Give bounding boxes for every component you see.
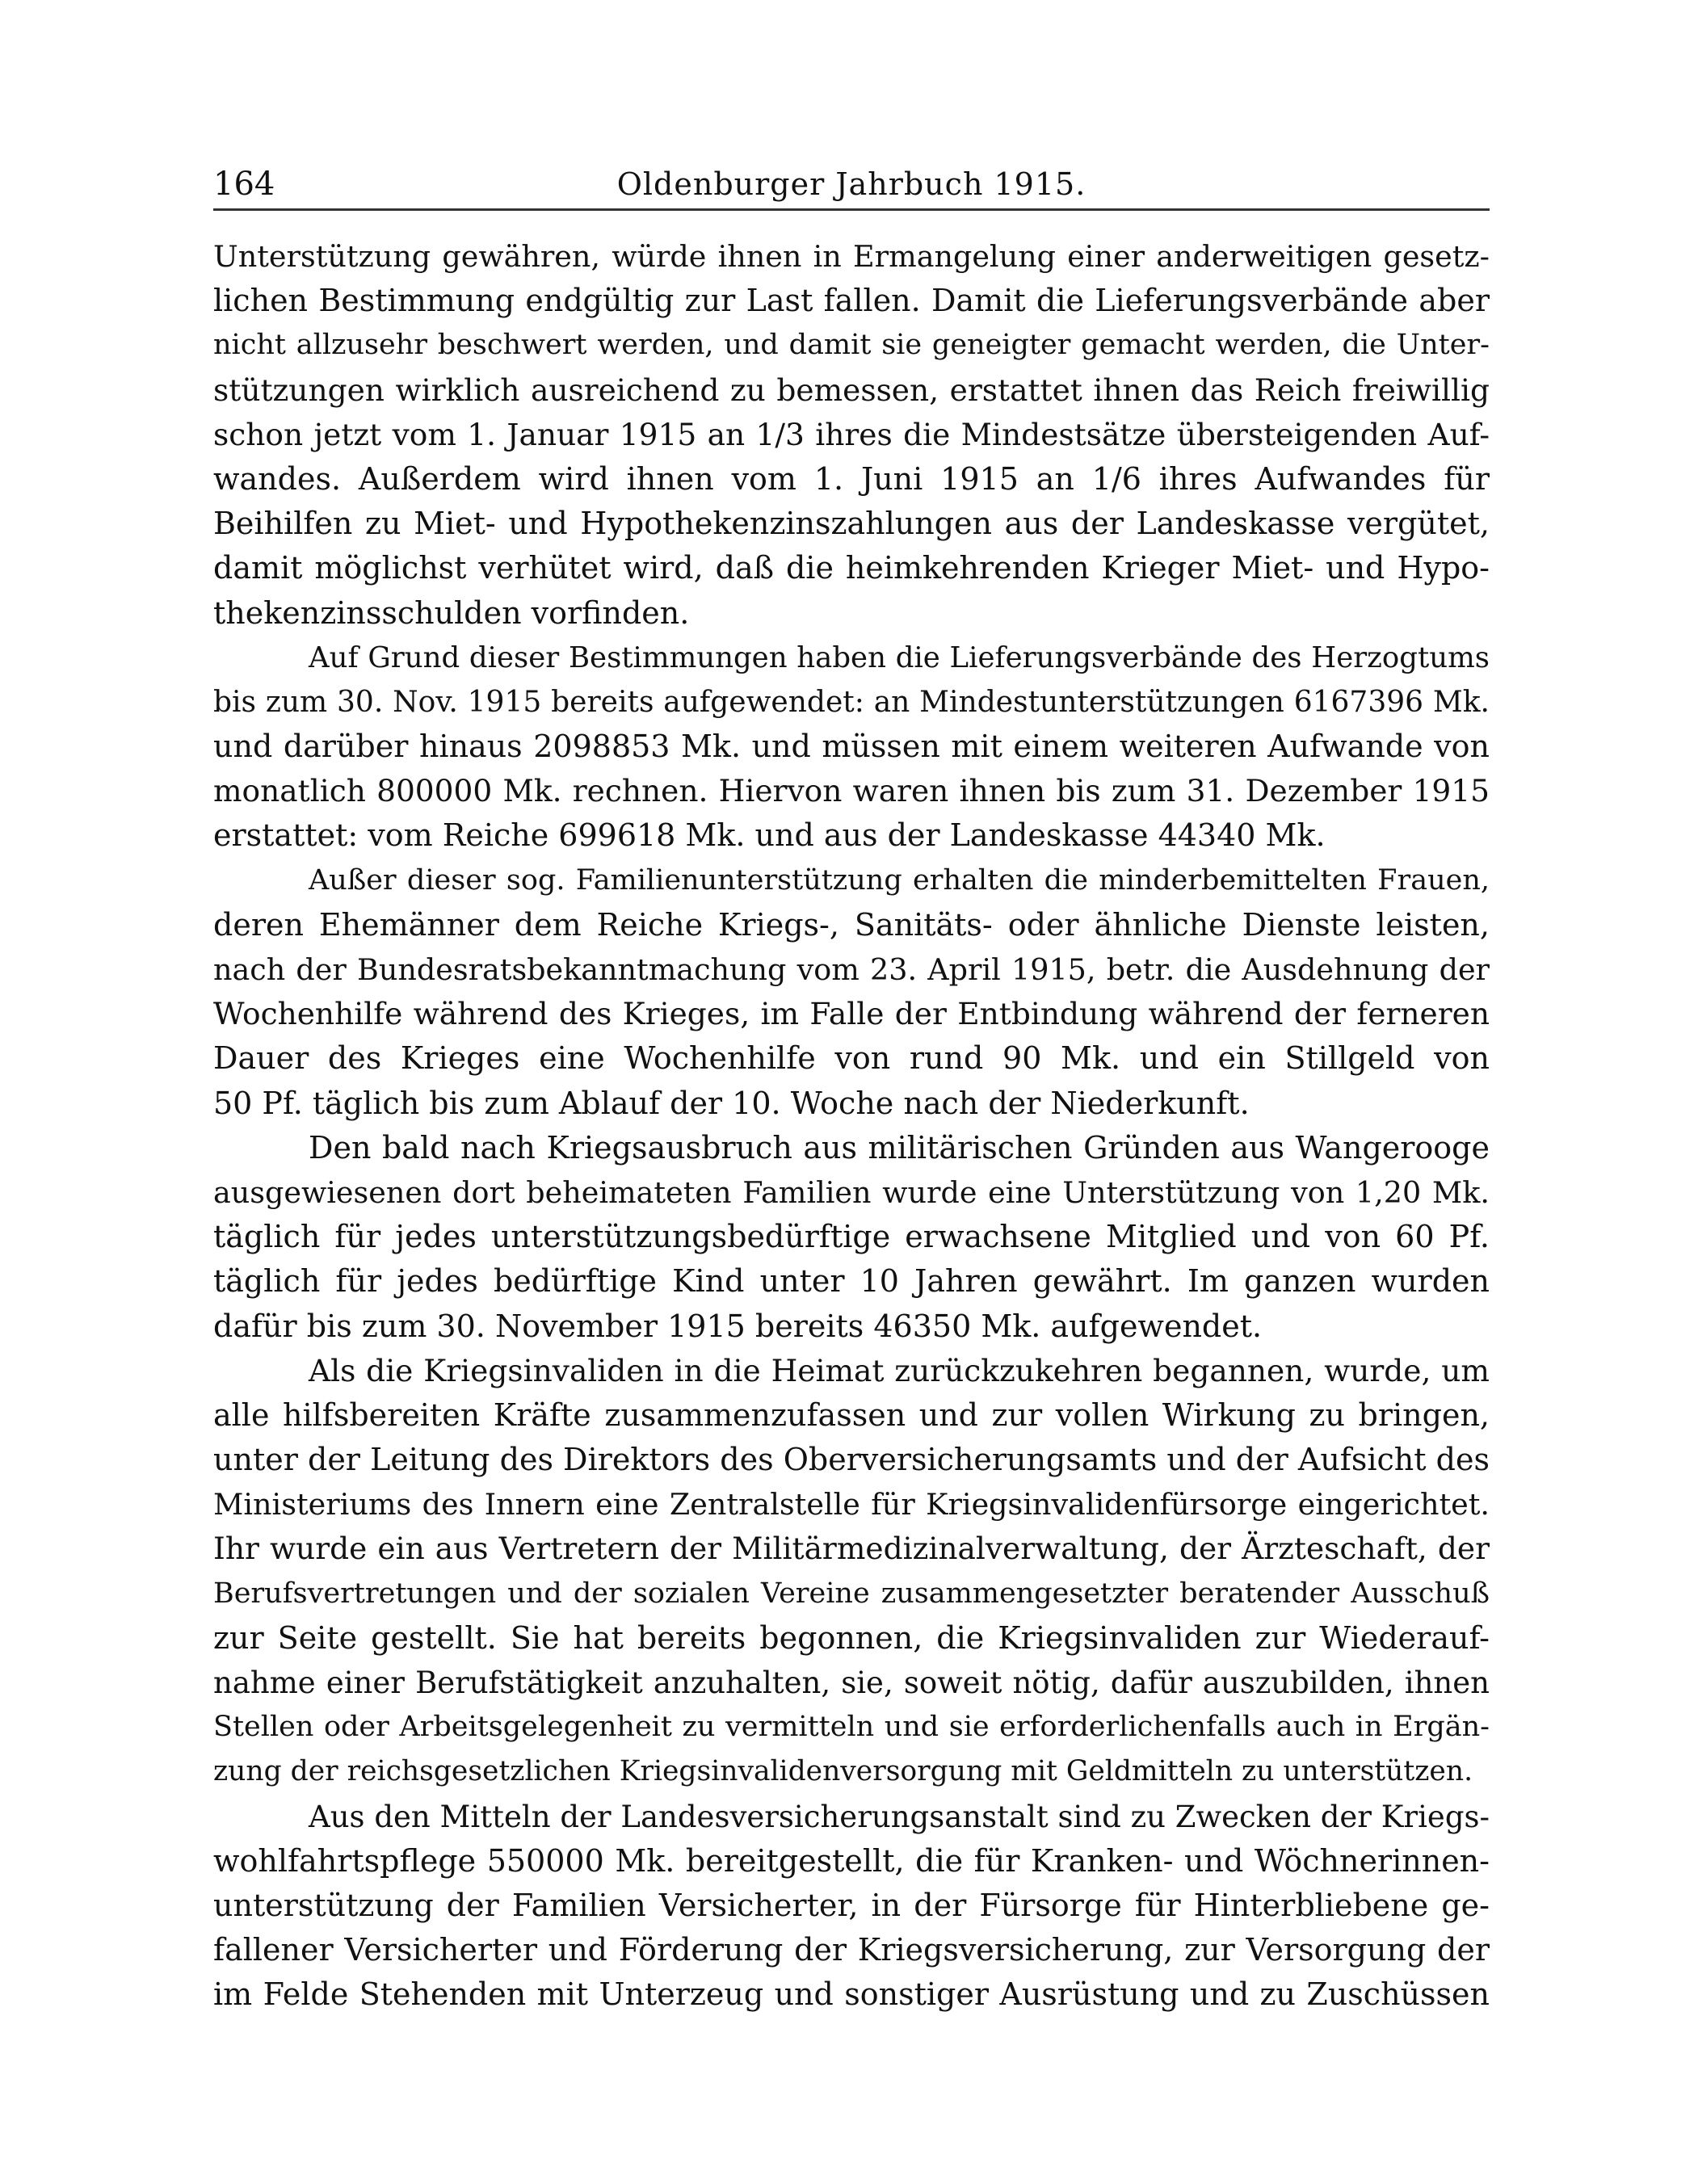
text-line: Auf Grund dieser Bestimmungen haben die Lieferungsverbände des Herzogtums: [309, 640, 1490, 674]
text-line: im Felde Stehenden mit Unterzeug und sonstiger Ausrüstung und zu Zuschüssen: [213, 1976, 1490, 2013]
text-line: Beihilfen zu Miet- und Hypothekenzinszahlungen aus der Landeskasse vergütet,: [213, 506, 1490, 542]
header-rule: [213, 208, 1490, 211]
text-line: erstattet: vom Reiche 699618 Mk. und aus der Landeskasse 44340 Mk.: [213, 817, 1326, 854]
text-line: Als die Kriegsinvaliden in die Heimat zurückzukehren begannen, wurde, um: [309, 1352, 1490, 1388]
text-line: monatlich 800000 Mk. rechnen. Hiervon waren ihnen bis zum 31. Dezember 1915: [213, 773, 1490, 809]
body-text: [213, 234, 1490, 2018]
text-line: und darüber hinaus 2098853 Mk. und müssen mit einem weiteren Aufwande von: [213, 729, 1490, 765]
text-line: Den bald nach Kriegsausbruch aus militärischen Gründen aus Wangerooge: [309, 1129, 1490, 1166]
text-line: Ihr wurde ein aus Vertretern der Militärmedizinalverwaltung, der Ärzteschaft, der: [213, 1531, 1490, 1567]
running-title: Oldenburger Jahrbuch 1915.: [616, 166, 1086, 202]
text-line: Wochenhilfe während des Krieges, im Falle der Entbindung während der ferneren: [213, 996, 1490, 1032]
text-line: lichen Bestimmung endgültig zur Last fallen. Damit die Lieferungsverbände aber: [213, 283, 1490, 319]
text-line: Aus den Mitteln der Landesversicherungsanstalt sind zu Zwecken der Kriegs-: [309, 1799, 1490, 1834]
text-line: alle hilfsbereiten Kräfte zusammenzufassen und zur vollen Wirkung zu bringen,: [213, 1396, 1490, 1433]
text-line: stützungen wirklich ausreichend zu bemessen, erstattet ihnen das Reich freiwillig: [213, 372, 1490, 408]
text-line: täglich für jedes unterstützungsbedürftige erwachsene Mitglied und von 60 Pf.: [213, 1219, 1490, 1255]
text-line: täglich für jedes bedürftige Kind unter 10 Jahren gewährt. Im ganzen wurden: [213, 1263, 1490, 1300]
text-line: schon jetzt vom 1. Januar 1915 an 1/3 ihres die Mindestsätze übersteigenden Auf-: [213, 416, 1490, 452]
text-line: wandes. Außerdem wird ihnen vom 1. Juni 1915 an 1/6 ihres Aufwandes für: [213, 460, 1490, 497]
text-line: damit möglichst verhütet wird, daß die heimkehrenden Krieger Miet- und Hypo-: [213, 550, 1490, 586]
text-line: 50 Pf. täglich bis zum Ablauf der 10. Woche nach der Niederkunft.: [213, 1085, 1250, 1121]
text-line: ausgewiesenen dort beheimateten Familien wurde eine Unterstützung von 1,20 Mk.: [213, 1174, 1490, 1210]
text-line: thekenzinsschulden vorfinden.: [213, 594, 690, 631]
text-line: dafür bis zum 30. November 1915 bereits 46350 Mk. aufgewendet.: [213, 1308, 1263, 1344]
text-line: unter der Leitung des Direktors des Oberversicherungsamts und der Aufsicht des: [213, 1442, 1490, 1478]
text-line: wohlfahrtspflege 550000 Mk. bereitgestellt, die für Kranken- und Wöchnerinnen-: [213, 1842, 1490, 1879]
page-header: [213, 160, 1490, 208]
text-line: fallener Versicherter und Förderung der Kriegsversicherung, zur Versorgung der: [213, 1932, 1490, 1968]
page-number: 164: [213, 166, 275, 203]
text-line: Stellen oder Arbeitsgelegenheit zu vermitteln und sie erforderlichenfalls auch in Ergän-: [213, 1711, 1490, 1744]
text-line: deren Ehemänner dem Reiche Kriegs-, Sanitäts- oder ähnliche Dienste leisten,: [213, 906, 1490, 943]
text-line: bis zum 30. Nov. 1915 bereits aufgewendet: an Mindestunterstützungen 6167396 Mk.: [213, 685, 1490, 719]
text-line: nicht allzusehr beschwert werden, und damit sie geneigter gemacht werden, die Unter-: [213, 329, 1490, 362]
text-line: nach der Bundesratsbekanntmachung vom 23. April 1915, betr. die Ausdehnung der: [213, 952, 1490, 987]
text-line: zur Seite gestellt. Sie hat bereits begonnen, die Kriegsinvaliden zur Wiederauf-: [213, 1619, 1490, 1656]
text-line: Unterstützung gewähren, würde ihnen in Ermangelung einer anderweitigen gesetz-: [213, 239, 1490, 274]
text-line: Ministeriums des Innern eine Zentralstelle für Kriegsinvalidenfürsorge eingerichtet.: [213, 1487, 1490, 1522]
text-line: nahme einer Berufstätigkeit anzuhalten, sie, soweit nötig, dafür auszubilden, ihnen: [213, 1665, 1490, 1700]
text-line: Berufsvertretungen und der sozialen Vereine zusammengesetzter beratender Ausschuß: [213, 1577, 1490, 1610]
text-line: Außer dieser sog. Familienunterstützung erhalten die minderbemittelten Frauen,: [309, 863, 1490, 897]
text-line: zung der reichsgesetzlichen Kriegsinvalidenversorgung mit Geldmitteln zu unterstützen.: [213, 1755, 1473, 1788]
text-line: unterstützung der Familien Versicherter, in der Fürsorge für Hinterbliebene ge-: [213, 1887, 1490, 1923]
text-line: Dauer des Krieges eine Wochenhilfe von rund 90 Mk. und ein Stillgeld von: [213, 1040, 1490, 1077]
